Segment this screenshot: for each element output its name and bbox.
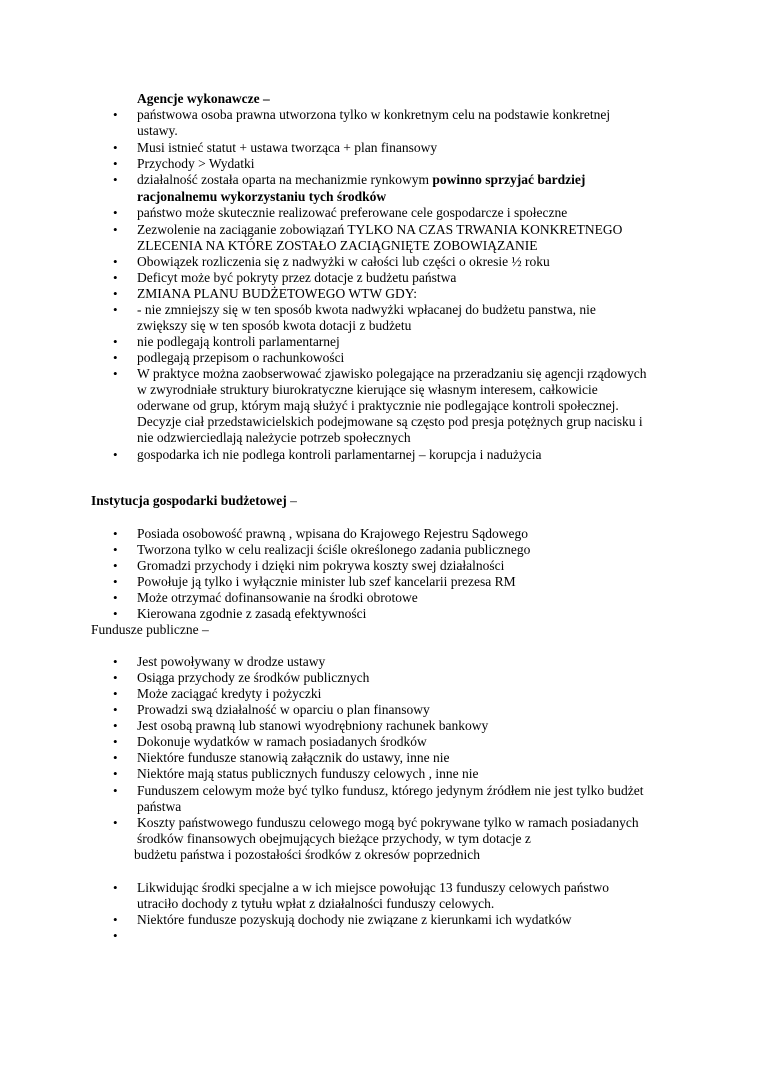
list-item: Musi istnieć statut + ustawa tworząca + plan finansowy	[137, 140, 438, 155]
bullet: •	[113, 270, 118, 285]
list-item: Kierowana zgodnie z zasadą efektywności	[137, 606, 367, 621]
section-heading-instytucja	[91, 493, 297, 509]
list-item-continuation: państwa	[137, 799, 182, 814]
list-item-continuation: racjonalnemu wykorzystaniu tych środków	[137, 189, 387, 204]
bullet: •	[113, 107, 118, 122]
heading-tail-text: –	[286, 493, 297, 508]
bullet: •	[113, 366, 118, 381]
list-item: Gromadzi przychody i dzięki nim pokrywa koszty swej działalności	[137, 558, 505, 573]
list-item: Prowadzi swą działalność w oparciu o plan finansowy	[137, 702, 430, 717]
bullet: •	[113, 526, 118, 541]
list-item: Likwidując środki specjalne a w ich miejsce powołując 13 funduszy celowych państwo	[137, 880, 609, 895]
bullet: •	[113, 590, 118, 605]
list-item-continuation: ustawy.	[137, 123, 178, 138]
list-item: Zezwolenie na zaciąganie zobowiązań TYLKO NA CZAS TRWANIA KONKRETNEGO	[137, 222, 623, 237]
list-item: nie podlegają kontroli parlamentarnej	[137, 334, 340, 349]
list-item: Niektóre fundusze stanowią załącznik do ustawy, inne nie	[137, 750, 450, 765]
bullet: •	[113, 912, 118, 927]
list-item: W praktyce można zaobserwować zjawisko polegające na przeradzaniu się agencji rządowych	[137, 366, 647, 381]
bullet: •	[113, 334, 118, 349]
bullet: •	[113, 766, 118, 781]
bullet: •	[113, 140, 118, 155]
bullet: •	[113, 718, 118, 733]
bullet: •	[113, 542, 118, 557]
list-item-text: działalność została oparta na mechanizmie rynkowym	[137, 172, 433, 187]
list-item: Koszty państwowego funduszu celowego mogą być pokrywane tylko w ramach posiadanych	[137, 815, 639, 830]
list-item-continuation: Decyzje ciał przedstawicielskich podejmowane są często pod presja potężnych grup nacisku i	[137, 414, 643, 429]
bullet: •	[113, 670, 118, 685]
bullet: •	[113, 783, 118, 798]
list-item	[137, 172, 585, 188]
bullet: •	[113, 558, 118, 573]
bullet: •	[113, 574, 118, 589]
list-item: Tworzona tylko w celu realizacji ściśle określonego zadania publicznego	[137, 542, 531, 557]
bullet: •	[113, 156, 118, 171]
list-item: Niektóre mają status publicznych funduszy celowych , inne nie	[137, 766, 479, 781]
bullet: •	[113, 350, 118, 365]
bullet: •	[113, 222, 118, 237]
paragraph-line: budżetu państwa i pozostałości środków z okresów poprzednich	[134, 847, 481, 862]
list-item: państwowa osoba prawna utworzona tylko w konkretnym celu na podstawie konkretnej	[137, 107, 611, 122]
list-item-continuation: w zwyrodniałe struktury biurokratyczne kierujące się własnym interesem, całkowicie	[137, 382, 598, 397]
bullet: •	[113, 205, 118, 220]
list-item: państwo może skutecznie realizować preferowane cele gospodarcze i społeczne	[137, 205, 568, 220]
list-item: Może zaciągać kredyty i pożyczki	[137, 686, 322, 701]
bullet: •	[113, 928, 118, 943]
list-item-continuation: środków finansowych obejmujących bieżące przychody, w tym dotacje z	[137, 831, 531, 846]
list-item: Przychody > Wydatki	[137, 156, 255, 171]
list-item: Deficyt może być pokryty przez dotacje z budżetu państwa	[137, 270, 457, 285]
list-item: Jest osobą prawną lub stanowi wyodrębniony rachunek bankowy	[137, 718, 489, 733]
list-item: Jest powoływany w drodze ustawy	[137, 654, 326, 669]
bullet: •	[113, 172, 118, 187]
bullet: •	[113, 750, 118, 765]
list-item-continuation: ZLECENIA NA KTÓRE ZOSTAŁO ZACIĄGNIĘTE ZOBOWIĄZANIE	[137, 238, 538, 253]
heading-bold-text: Instytucja gospodarki budżetowej	[91, 493, 287, 508]
list-item: Niektóre fundusze pozyskują dochody nie związane z kierunkami ich wydatków	[137, 912, 572, 927]
list-item-bold-text: powinno sprzyjać bardziej	[432, 172, 586, 187]
section-heading-fundusze: Fundusze publiczne –	[91, 622, 209, 637]
bullet: •	[113, 654, 118, 669]
list-item-continuation: utraciło dochody z tytułu wpłat z działalności funduszy celowych.	[137, 896, 495, 911]
bullet: •	[113, 447, 118, 462]
bullet: •	[113, 702, 118, 717]
bullet: •	[113, 686, 118, 701]
list-item: podlegają przepisom o rachunkowości	[137, 350, 345, 365]
bullet: •	[113, 734, 118, 749]
bullet: •	[113, 254, 118, 269]
list-item: Obowiązek rozliczenia się z nadwyżki w całości lub części o okresie ½ roku	[137, 254, 550, 269]
bullet: •	[113, 880, 118, 895]
list-item: - nie zmniejszy się w ten sposób kwota nadwyżki wpłacanej do budżetu panstwa, nie	[137, 302, 596, 317]
bullet: •	[113, 286, 118, 301]
list-item-continuation: oderwane od grup, którym mają służyć i praktycznie nie podlegające kontroli społecznej.	[137, 398, 619, 413]
list-item: Funduszem celowym może być tylko fundusz, którego jedynym źródłem nie jest tylko budżet	[137, 783, 644, 798]
list-item: ZMIANA PLANU BUDŻETOWEGO WTW GDY:	[137, 286, 417, 301]
list-item: Posiada osobowość prawną , wpisana do Krajowego Rejestru Sądowego	[137, 526, 529, 541]
list-item: Powołuje ją tylko i wyłącznie minister lub szef kancelarii prezesa RM	[137, 574, 516, 589]
list-item: gospodarka ich nie podlega kontroli parlamentarnej – korupcja i nadużycia	[137, 447, 542, 462]
list-item-continuation: nie odzwierciedlają należycie potrzeb społecznych	[137, 430, 411, 445]
list-item: Może otrzymać dofinansowanie na środki obrotowe	[137, 590, 418, 605]
list-item-continuation: zwiększy się w ten sposób kwota dotacji z budżetu	[137, 318, 412, 333]
section-heading-agencje: Agencje wykonawcze –	[137, 91, 270, 106]
bullet: •	[113, 606, 118, 621]
list-item: Osiąga przychody ze środków publicznych	[137, 670, 370, 685]
bullet: •	[113, 302, 118, 317]
bullet: •	[113, 815, 118, 830]
list-item: Dokonuje wydatków w ramach posiadanych środków	[137, 734, 427, 749]
